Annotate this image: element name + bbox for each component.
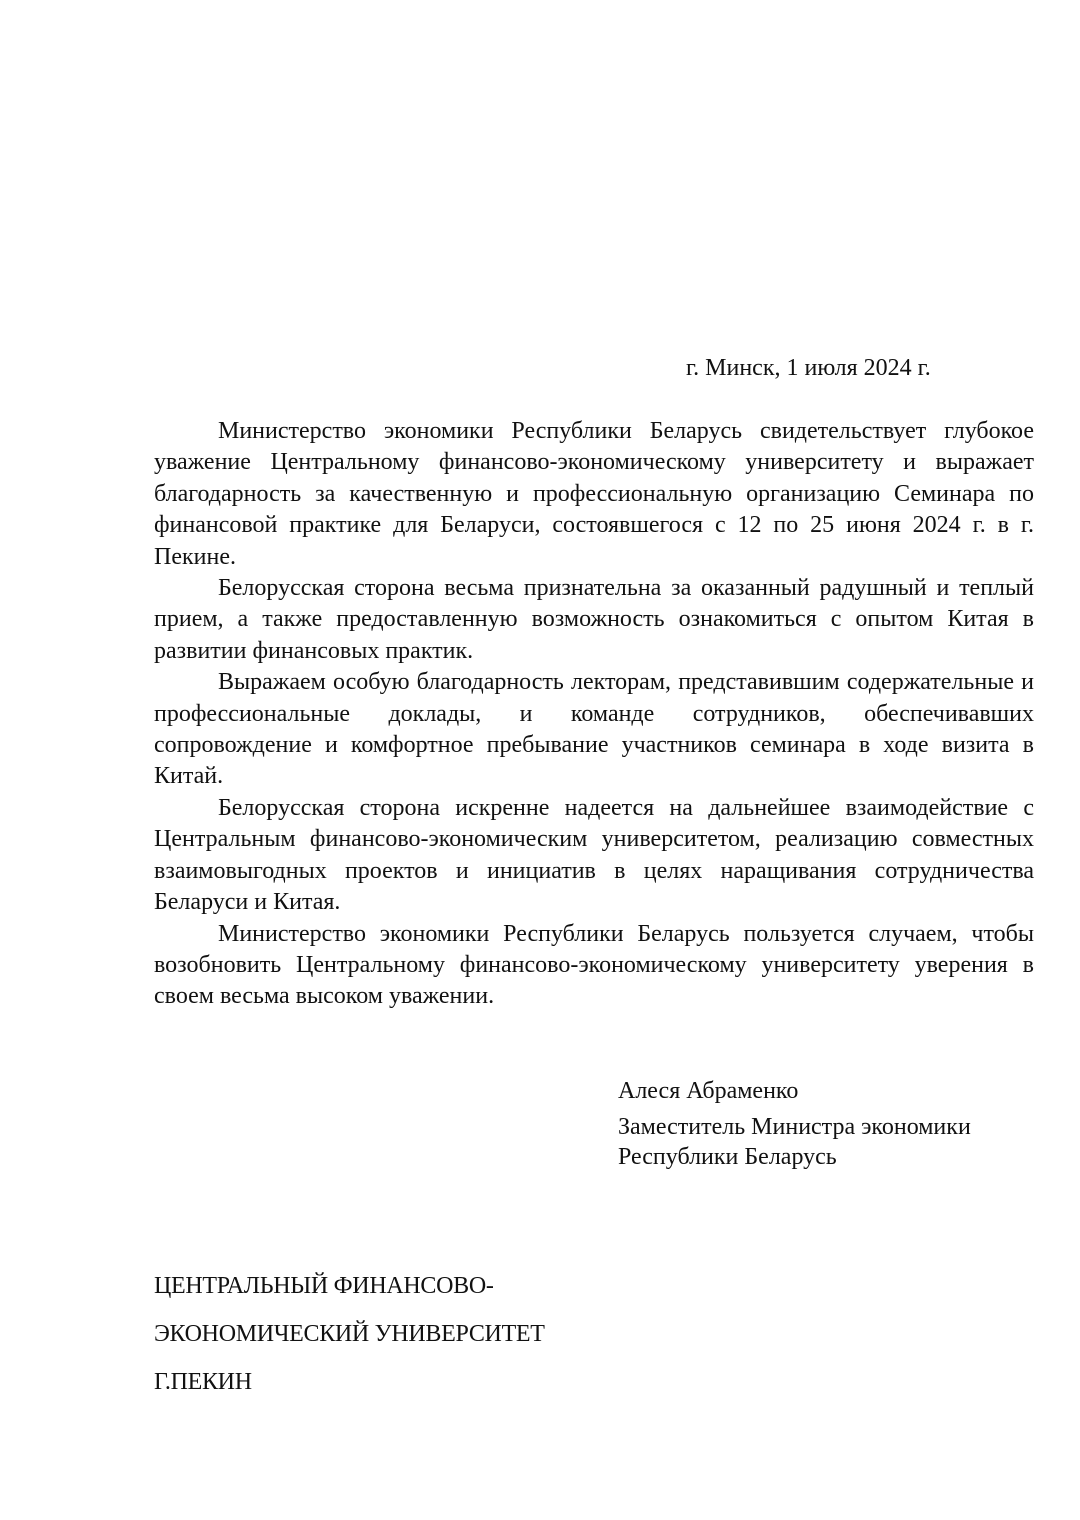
addressee-line-3: Г.ПЕКИН <box>154 1369 252 1395</box>
paragraph-closing: Министерство экономики Республики Беларусь пользуется случаем, чтобы возобновить Центральному финансово-экономическому университету уверения в своем весьма высоком уважении. <box>154 920 1034 1010</box>
addressee-block <box>154 1262 545 1406</box>
paragraph-lecturers: Выражаем особую благодарность лекторам, представившим содержательные и профессиональные доклады, и команде сотрудников, обеспечивавших сопровождение и комфортное пребывание участников семинара в ходе визита в Китай. <box>154 669 1034 790</box>
paragraph-gratitude: Министерство экономики Республики Беларусь свидетельствует глубокое уважение Центральному финансово-экономическому университету и выражает благодарность за качественную и профессиональную организацию Семинара по финансовой практике для Беларуси, состоявшегося с 12 по 25 июня 2024 г. в г. Пекине. <box>154 418 1034 570</box>
letter-body <box>154 416 1034 1013</box>
signatory-position: Заместитель Министра экономики Республики Беларусь <box>618 1114 971 1170</box>
signature-block <box>618 1076 1038 1172</box>
paragraph-cooperation: Белорусская сторона искренне надеется на дальнейшее взаимодействие с Центральным финансово-экономическим университетом, реализацию совместных взаимовыгодных проектов и инициатив в целях наращивания сотрудничества Беларуси и Китая. <box>154 794 1034 916</box>
signatory-name: Алеся Абраменко <box>618 1078 799 1104</box>
place-date: г. Минск, 1 июля 2024 г. <box>686 355 931 381</box>
addressee-line-2: ЭКОНОМИЧЕСКИЙ УНИВЕРСИТЕТ <box>154 1321 545 1347</box>
paragraph-hospitality: Белорусская сторона весьма признательна за оказанный радушный и теплый прием, а также предоставленную возможность ознакомиться с опытом Китая в развитии финансовых практик. <box>154 575 1034 664</box>
addressee-line-1: ЦЕНТРАЛЬНЫЙ ФИНАНСОВО- <box>154 1273 494 1299</box>
